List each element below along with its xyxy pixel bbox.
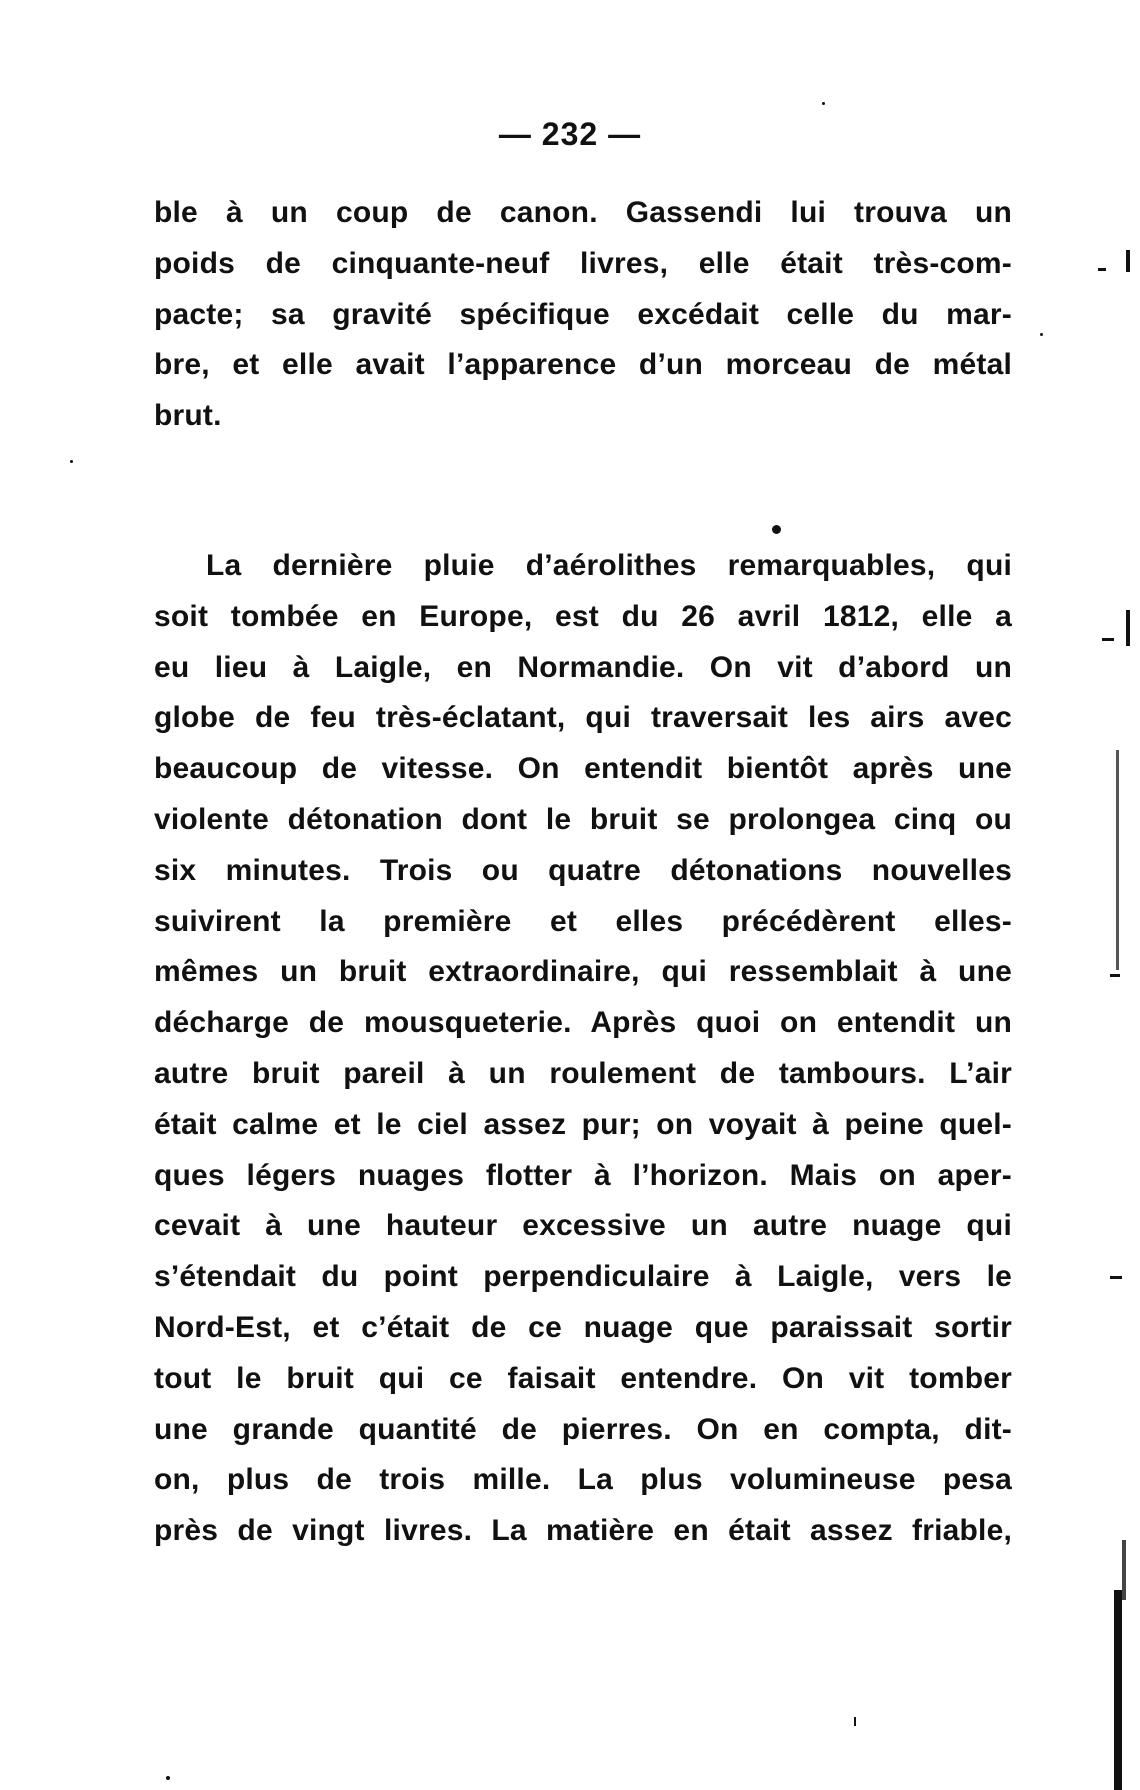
text-line: beaucoup de vitesse. On entendit bientôt après une <box>154 752 1012 786</box>
text-line: globe de feu très-éclatant, qui traversait les airs avec <box>154 701 1012 735</box>
text-line: violente détonation dont le bruit se prolongea cinq ou <box>154 802 1012 836</box>
scan-speck <box>70 460 73 463</box>
margin-mark <box>1098 268 1106 271</box>
text-line: décharge de mousqueterie. Après quoi on entendit un <box>154 1006 1012 1040</box>
text-line: La dernière pluie d’aérolithes remarquables, qui <box>206 549 1012 582</box>
text-line: près de vingt livres. La matière en était assez friable, <box>154 1514 1012 1548</box>
paragraph-continuation <box>154 188 1012 442</box>
text-line: poids de cinquante-neuf livres, elle était très-com- <box>154 246 1012 280</box>
paragraph-laigle <box>154 541 1012 1557</box>
page-number: — 232 — <box>498 116 642 152</box>
margin-mark <box>1102 638 1114 641</box>
text-line: mêmes un bruit extraordinaire, qui ressemblait à une <box>154 955 1012 989</box>
text-line: était calme et le ciel assez pur; on voyait à peine quel- <box>154 1107 1012 1141</box>
text-line: bre, et elle avait l’apparence d’un morceau de métal <box>154 348 1012 382</box>
margin-mark <box>1126 610 1130 646</box>
margin-mark <box>1126 250 1130 272</box>
margin-mark <box>1116 750 1119 970</box>
scan-speck <box>772 525 781 534</box>
scan-speck <box>1040 333 1043 336</box>
text-line: six minutes. Trois ou quatre détonations nouvelles <box>154 853 1012 887</box>
scan-speck <box>166 1776 170 1780</box>
text-line: cevait à une hauteur excessive un autre nuage qui <box>154 1209 1012 1243</box>
text-line: ble à un coup de canon. Gassendi lui trouva un <box>154 196 1012 229</box>
text-line: brut. <box>154 399 222 433</box>
text-line: eu lieu à Laigle, en Normandie. On vit d’abord un <box>154 650 1012 684</box>
text-line: s’étendait du point perpendiculaire à Laigle, vers le <box>154 1260 1012 1294</box>
margin-mark <box>1114 1590 1122 1790</box>
margin-mark <box>1122 1540 1126 1600</box>
margin-mark <box>1110 974 1120 977</box>
text-line: Nord-Est, et c’était de ce nuage que paraissait sortir <box>154 1310 1012 1344</box>
text-line: tout le bruit qui ce faisait entendre. On vit tomber <box>154 1361 1012 1395</box>
text-line: on, plus de trois mille. La plus volumineuse pesa <box>154 1463 1012 1497</box>
text-line: une grande quantité de pierres. On en compta, dit- <box>154 1412 1012 1446</box>
text-line: autre bruit pareil à un roulement de tambours. L’air <box>154 1056 1012 1090</box>
text-line: soit tombée en Europe, est du 26 avril 1812, elle a <box>154 599 1012 633</box>
scan-speck <box>822 102 825 105</box>
text-line: suivirent la première et elles précédèrent elles- <box>154 904 1012 938</box>
text-line: ques légers nuages flotter à l’horizon. Mais on aper- <box>154 1158 1012 1192</box>
margin-mark <box>1110 1276 1122 1279</box>
text-line: pacte; sa gravité spécifique excédait celle du mar- <box>154 297 1012 331</box>
scan-speck <box>854 1717 856 1726</box>
